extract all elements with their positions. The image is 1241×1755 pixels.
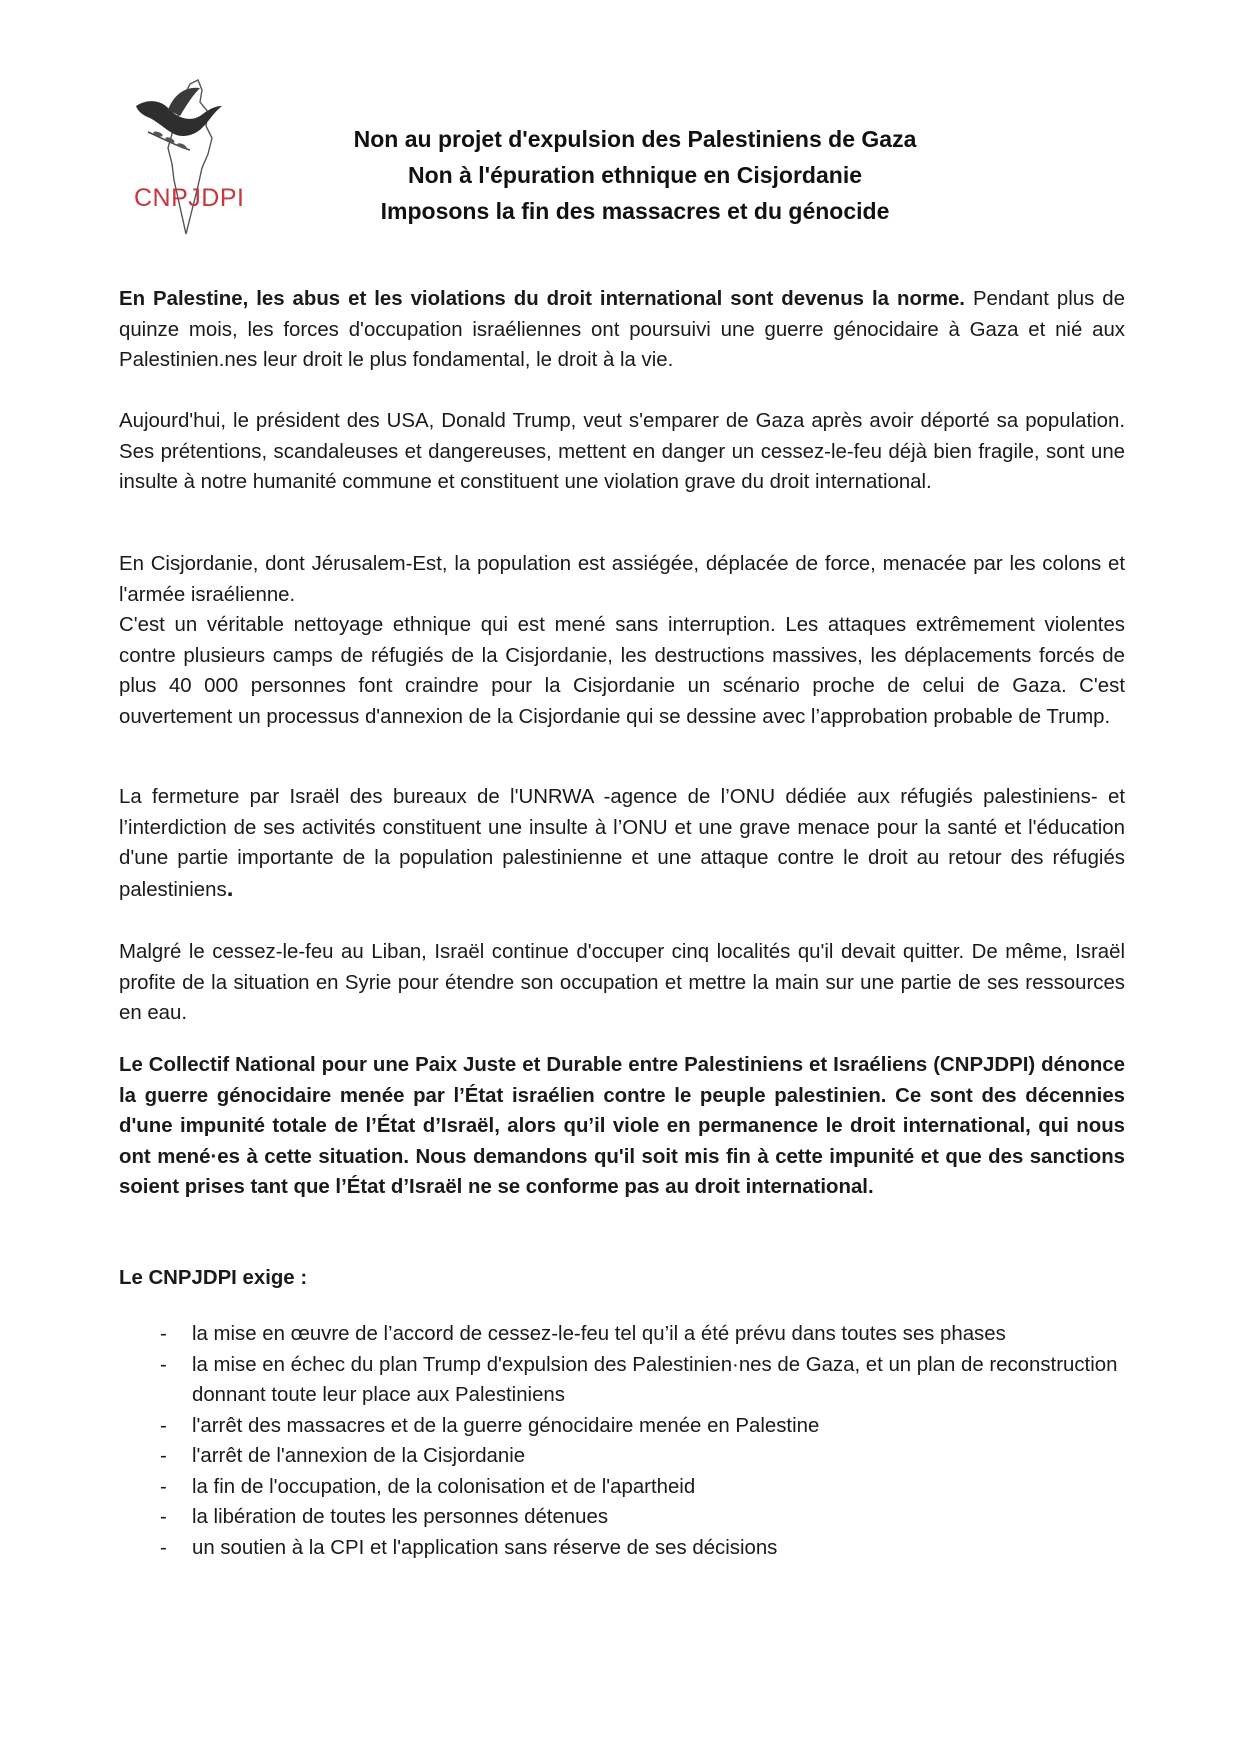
list-dash: - (160, 1475, 167, 1498)
demands-heading (119, 1263, 1125, 1294)
paragraph-6 (119, 1050, 1125, 1203)
list-item-text: la mise en œuvre de l’accord de cessez-le-feu tel qu’il a été prévu dans toutes ses phases (192, 1323, 1006, 1345)
list-item (160, 1441, 1140, 1472)
list-item (160, 1411, 1140, 1442)
list-item-text: un soutien à la CPI et l'application sans réserve de ses décisions (192, 1536, 778, 1559)
title-line-1: Non au projet d'expulsion des Palestiniens de Gaza (353, 126, 917, 152)
list-item-text: la libération de toutes les personnes détenues (192, 1506, 609, 1528)
demands-list (160, 1319, 1140, 1563)
list-item-text: la mise en échec du plan Trump d'expulsion des Palestinien·nes de Gaza, et un plan de reconstruction donnant toute leur place aux Palestiniens (192, 1353, 1118, 1406)
paragraph-3b-text: C'est un véritable nettoyage ethnique qui est mené sans interruption. Les attaques extrêmement violentes contre plusieurs camps de réfugiés de la Cisjordanie, les destructions massives, les déplacements forcés de plus 40 000 personnes font craindre pour la Cisjordanie un scénario proche de celui de Gaza. C'est ouvertement un processus d'annexion de la Cisjordanie qui se dessine avec l’approbation probable de Trump. (119, 614, 1125, 728)
demands-heading-text: Le CNPJDPI exige : (119, 1267, 308, 1289)
logo-text: CNPJDPI (134, 184, 245, 212)
paragraph-4-end: . (226, 874, 234, 902)
list-item (160, 1502, 1140, 1533)
logo (128, 76, 258, 241)
dove-map-icon (128, 76, 258, 241)
list-item-text: la fin de l'occupation, de la colonisation et de l'apartheid (192, 1475, 696, 1498)
list-item (160, 1319, 1140, 1350)
paragraph-4 (119, 782, 1125, 905)
paragraph-3 (119, 549, 1125, 732)
list-item (160, 1533, 1140, 1564)
document-title (330, 121, 940, 229)
title-line-2: Non à l'épuration ethnique en Cisjordanie (407, 162, 862, 188)
paragraph-3a-text: En Cisjordanie, dont Jérusalem-Est, la population est assiégée, déplacée de force, menacée par les colons et l'armée israélienne. (119, 553, 1125, 606)
list-dash: - (160, 1445, 167, 1467)
list-dash: - (160, 1536, 167, 1559)
paragraph-1 (119, 284, 1125, 376)
list-dash: - (160, 1506, 167, 1528)
list-item (160, 1350, 1140, 1411)
paragraph-5-text: Malgré le cessez-le-feu au Liban, Israël continue d'occuper cinq localités qu'il devait quitter. De même, Israël profite de la situation en Syrie pour étendre son occupation et mettre la main sur une partie de ses ressources en eau. (119, 941, 1125, 1024)
paragraph-2 (119, 406, 1125, 498)
list-dash: - (160, 1414, 167, 1437)
list-item (160, 1472, 1140, 1503)
list-item-text: l'arrêt de l'annexion de la Cisjordanie (192, 1445, 526, 1467)
list-dash: - (160, 1323, 167, 1345)
paragraph-4-text: La fermeture par Israël des bureaux de l'UNRWA -agence de l’ONU dédiée aux réfugiés palestiniens- et l’interdiction de ses activités constituent une insulte à l’ONU et une grave menace pour la santé et l'éducation d'une partie importante de la population palestinienne et une attaque contre le droit au retour des réfugiés palestiniens (119, 786, 1125, 901)
list-item-text: l'arrêt des massacres et de la guerre génocidaire menée en Palestine (192, 1414, 820, 1437)
paragraph-2-text: Aujourd'hui, le président des USA, Donald Trump, veut s'emparer de Gaza après avoir déporté sa population. Ses prétentions, scandaleuses et dangereuses, mettent en danger un cessez-le-feu déjà bien fragile, sont une insulte à notre humanité commune et constituent une violation grave du droit international. (119, 410, 1125, 493)
paragraph-1-lead: En Palestine, les abus et les violations du droit international sont devenus la norme. (119, 288, 965, 310)
paragraph-1-text: Pendant plus de quinze mois, les forces d'occupation israéliennes ont poursuivi une guerre génocidaire à Gaza et nié aux Palestinien.nes leur droit le plus fondamental, le droit à la vie. (119, 288, 1125, 371)
paragraph-5 (119, 937, 1125, 1029)
list-dash: - (160, 1353, 167, 1376)
title-line-3: Imposons la fin des massacres et du génocide (380, 198, 890, 224)
paragraph-6-text: Le Collectif National pour une Paix Juste et Durable entre Palestiniens et Israéliens (CNPJDPI) dénonce la guerre génocidaire menée par l’État israélien contre le peuple palestinien. Ce sont des décennies d'une impunité totale de l’État d’Israël, alors qu’il viole en permanence le droit international, qui nous ont mené·es à cette situation. Nous demandons qu'il soit mis fin à cette impunité et que des sanctions soient prises tant que l’État d’Israël ne se conforme pas au droit international. (119, 1054, 1125, 1198)
